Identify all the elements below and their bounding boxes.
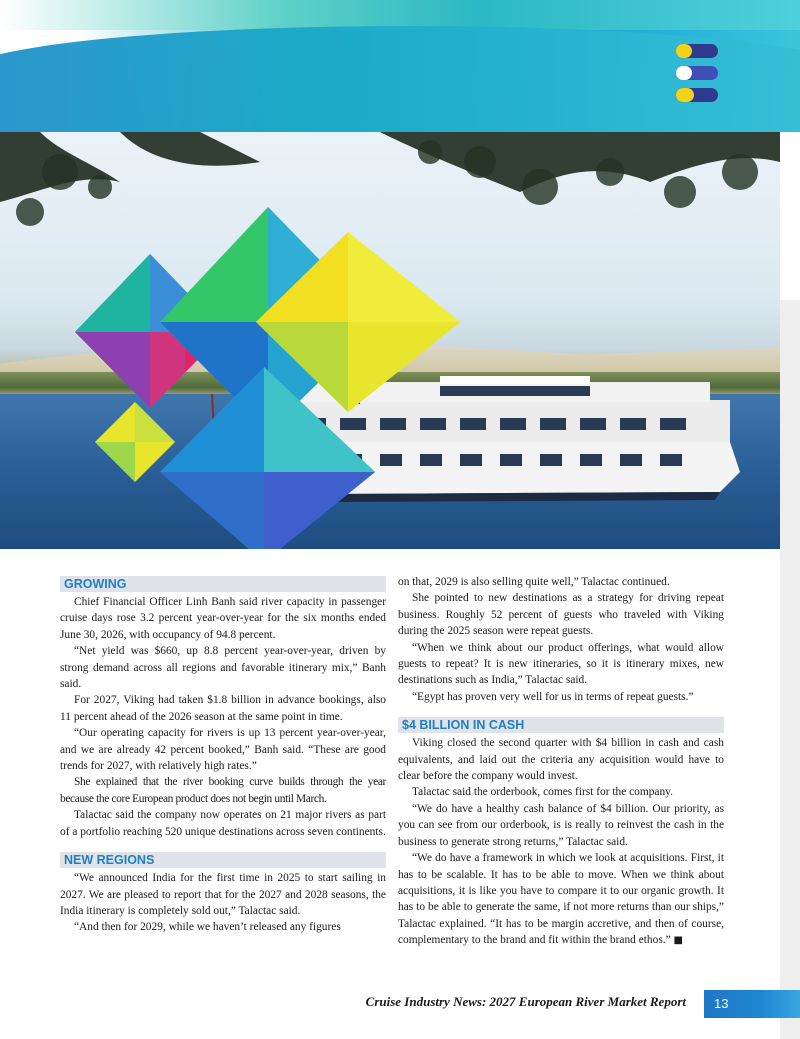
paragraph: For 2027, Viking had taken $1.8 billion in advance bookings, also 11 percent ahead of the 2026 season at the same point in time. — [60, 694, 386, 723]
paragraph-text: “We do have a framework in which we look at acquisitions. First, it has to be scalable. It has to be able to move. When we think about acquisitions, it is like you have to compare it to our organic growth. It has to be able to generate the same, if not more returns than our ships,” Talactac explained. “It has to be margin accretive, and then of course, complementary to the brand and fit within the brand ethos.” — [398, 852, 724, 947]
top-banner — [0, 0, 800, 132]
paragraph — [398, 850, 724, 949]
paragraph: “Egypt has proven very well for us in terms of repeat guests.” — [412, 690, 694, 703]
paragraph: “When we think about our product offerings, what would allow guests to repeat? It is new itineraries, so it is itinerary mixes, new destinations such as India,” Talactac said. — [398, 641, 724, 687]
heading-new-regions: NEW REGIONS — [60, 852, 386, 868]
paragraph: “And then for 2029, while we haven’t released any figures — [74, 921, 341, 934]
heading-growing: GROWING — [60, 576, 386, 592]
paragraph: Chief Financial Officer Linh Banh said river capacity in passenger cruise days rose 3.2 percent year-over-year for the six months ended June 30, 2026, with occupancy of 94.8 percent. — [60, 596, 386, 641]
paragraph: Talactac said the orderbook, comes first for the company. — [412, 786, 673, 799]
stylized-e-logo-icon — [672, 42, 722, 106]
footer-publication-title: Cruise Industry News: 2027 European River Market Report — [365, 994, 686, 1009]
left-text-column — [60, 574, 386, 936]
paragraph: “Our operating capacity for rivers is up 13 percent year-over-year, and we are already 42 percent booked,” Banh said. “These are good trends for 2027, with relatively high rates.” — [60, 727, 386, 773]
paragraph: on that, 2029 is also selling quite well,” Talactac continued. — [398, 576, 670, 588]
page-side-gutter — [780, 300, 800, 1039]
paragraph: “We do have a healthy cash balance of $4 billion. Our priority, as you can see from our orderbook, is is really to reinvest the cash in the business to generate strong returns,” Talactac said. — [398, 802, 724, 848]
page-number-badge: 13 — [704, 990, 800, 1018]
paragraph: Viking closed the second quarter with $4 billion in cash and cash equivalents, and laid out the criteria any acquisition would have to clear before the company would invest. — [398, 737, 724, 783]
geometric-diamond-graphics — [0, 132, 780, 549]
paragraph: “We announced India for the first time in 2025 to start sailing in 2027. We are pleased to report that for the 2027 and 2028 seasons, the India itinerary is completely sold out,” Talactac said. — [60, 872, 386, 917]
right-text-column — [398, 574, 724, 950]
river-cruise-ship-photo — [0, 132, 780, 549]
heading-4-billion-in-cash: $4 BILLION IN CASH — [398, 717, 724, 733]
paragraph: “Net yield was $660, up 8.8 percent year-over-year, driven by strong demand across all regions and favorable itinerary mix,” Banh said. — [60, 645, 386, 691]
end-of-article-mark: ■ — [673, 935, 683, 947]
paragraph: She pointed to new destinations as a strategy for driving repeat business. Roughly 52 percent of guests who traveled with Viking during the 2025 season were repeat guests. — [398, 592, 724, 638]
paragraph: She explained that the river booking curve builds through the year because the core European product does not begin until March. — [60, 776, 386, 805]
paragraph: Talactac said the company now operates on 21 major rivers as part of a portfolio reaching 520 unique destinations across seven continents. — [60, 809, 386, 838]
